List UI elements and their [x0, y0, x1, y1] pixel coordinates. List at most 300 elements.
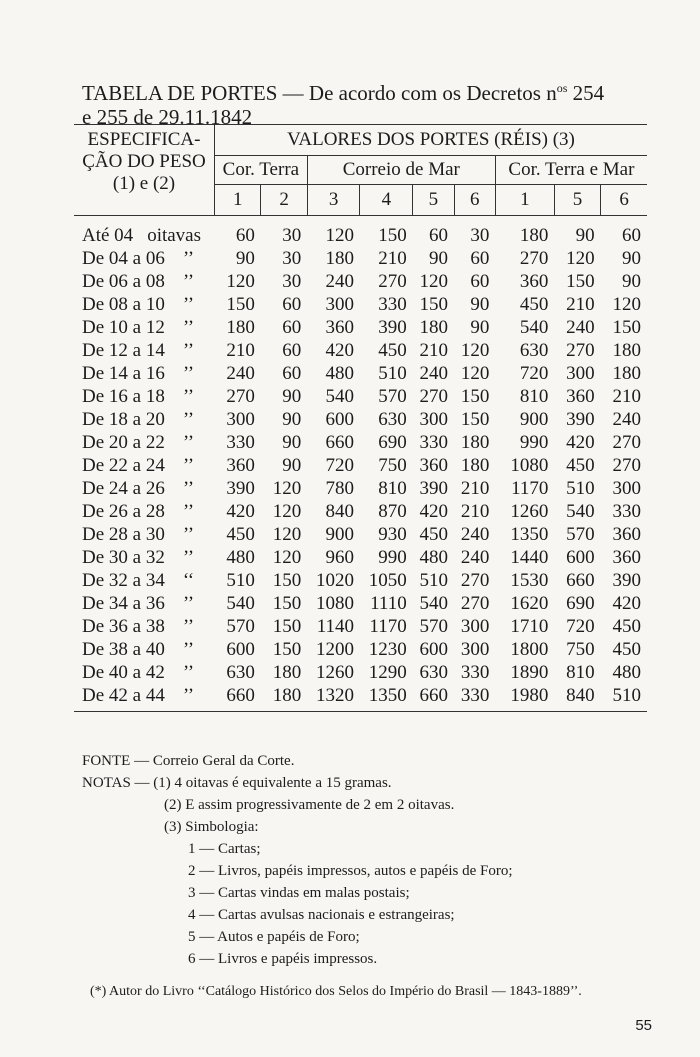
postage-value-cell: 240: [226, 363, 255, 384]
postage-value-cell: 810: [566, 662, 595, 683]
weight-range-label: De 34 a 36: [82, 593, 165, 614]
values-header: VALORES DOS PORTES (RÉIS) (3): [215, 125, 648, 156]
postage-value-cell: 540: [226, 593, 255, 614]
postage-value-cell: 300: [226, 409, 255, 430]
table-row: [74, 684, 647, 712]
postage-value-cell: 660: [566, 570, 595, 591]
weight-unit-label: ’’: [182, 271, 195, 292]
weight-range-label: De 32 a 34: [82, 570, 165, 591]
postage-value-cell: 1140: [316, 616, 354, 637]
postage-value-cell: 180: [460, 455, 490, 476]
postage-value-cell: 510: [566, 478, 595, 499]
table-body: [74, 216, 647, 712]
page-title: [82, 76, 652, 129]
table-row: [74, 362, 647, 385]
table-row: [74, 477, 647, 500]
postage-value-cell: 240: [612, 409, 641, 430]
postage-value-cell: 60: [282, 363, 302, 384]
weight-unit-label: ’’: [182, 248, 195, 269]
postage-value-cell: 450: [519, 294, 549, 315]
postage-value-cell: 360: [612, 524, 641, 545]
postage-value-cell: 1050: [368, 570, 407, 591]
title-line-2: e 255 de 29.11.1842: [82, 105, 253, 129]
postage-value-cell: 90: [282, 432, 302, 453]
postage-value-cell: 840: [325, 501, 354, 522]
weight-range-cell: [74, 339, 215, 362]
postage-value-cell: 90: [622, 271, 641, 292]
table-row: [74, 316, 647, 339]
table-row: [74, 523, 647, 546]
postage-value-cell: 60: [282, 317, 302, 338]
weight-range-label: De 18 a 20: [82, 409, 165, 430]
postage-value-cell: 90: [282, 455, 302, 476]
table-row: [74, 385, 647, 408]
weight-unit-label: ’’: [182, 409, 195, 430]
postage-value-cell: 540: [519, 317, 549, 338]
weight-range-cell: [74, 638, 215, 661]
table-row: [74, 408, 647, 431]
postage-value-cell: 570: [419, 616, 449, 637]
postage-value-cell: 300: [566, 363, 595, 384]
weight-unit-label: ’’: [182, 547, 195, 568]
weight-unit-label: ’’: [182, 386, 195, 407]
postage-value-cell: 1020: [315, 570, 354, 591]
postage-value-cell: 90: [470, 317, 490, 338]
column-header: 5: [554, 185, 600, 216]
simbologia-item: 6 — Livros e papéis impressos.: [188, 951, 378, 967]
weight-range-label: De 22 a 24: [82, 455, 165, 476]
postage-value-cell: 60: [470, 248, 490, 269]
weight-range-cell: [74, 385, 215, 408]
postage-value-cell: 120: [460, 340, 490, 361]
postage-value-cell: 270: [519, 248, 549, 269]
postage-value-cell: 720: [325, 455, 354, 476]
postage-value-cell: 330: [378, 294, 407, 315]
weight-range-cell: [74, 454, 215, 477]
postage-value-cell: 420: [566, 432, 595, 453]
title-line-1: [82, 76, 652, 105]
table-row: [74, 454, 647, 477]
postage-value-cell: 1170: [369, 616, 407, 637]
postage-value-cell: 330: [612, 501, 641, 522]
postage-value-cell: 660: [215, 684, 261, 712]
postage-value-cell: 180: [419, 317, 449, 338]
weight-range-cell: [74, 684, 215, 712]
postage-value-cell: 180: [325, 248, 354, 269]
postage-value-cell: 120: [325, 225, 354, 246]
table-row: [74, 270, 647, 293]
postage-value-cell: 180: [612, 340, 641, 361]
table-row: [74, 500, 647, 523]
column-header: 4: [360, 185, 413, 216]
table-row: [74, 661, 647, 684]
postage-value-cell: 240: [566, 317, 595, 338]
weight-range-label: Até 04: [82, 225, 134, 246]
postage-value-cell: 150: [419, 294, 449, 315]
postage-value-cell: 360: [226, 455, 255, 476]
simbologia-item: 3 — Cartas vindas em malas postais;: [188, 885, 410, 901]
postage-value-cell: 150: [272, 639, 302, 660]
weight-range-label: De 40 a 42: [82, 662, 165, 683]
table-row: [74, 592, 647, 615]
postage-value-cell: 60: [282, 294, 302, 315]
postage-value-cell: 1230: [368, 639, 407, 660]
postage-value-cell: 270: [419, 386, 449, 407]
weight-range-label: De 08 a 10: [82, 294, 165, 315]
postage-value-cell: 630: [419, 662, 449, 683]
postage-value-cell: 690: [378, 432, 407, 453]
weight-range-label: De 24 a 26: [82, 478, 165, 499]
postage-value-cell: 330: [460, 662, 490, 683]
weight-unit-label: ’’: [182, 455, 195, 476]
postage-value-cell: 600: [566, 547, 595, 568]
postage-value-cell: 150: [378, 225, 407, 246]
postage-value-cell: 1620: [510, 593, 549, 614]
column-header: 2: [261, 185, 307, 216]
simbologia-item: 1 — Cartas;: [188, 841, 261, 857]
postage-value-cell: 360: [612, 547, 641, 568]
weight-range-cell: [74, 431, 215, 454]
postage-value-cell: 300: [612, 478, 641, 499]
column-header: 3: [307, 185, 360, 216]
postage-value-cell: 90: [235, 248, 255, 269]
postage-value-cell: 120: [419, 271, 449, 292]
postage-value-cell: 510: [601, 684, 647, 712]
weight-unit-label: ’’: [182, 639, 195, 660]
postage-value-cell: 900: [519, 409, 549, 430]
weight-range-cell: [74, 592, 215, 615]
postage-value-cell: 720: [566, 616, 595, 637]
weight-range-label: De 14 a 16: [82, 363, 165, 384]
postage-value-cell: 990: [519, 432, 549, 453]
postage-value-cell: 1890: [510, 662, 549, 683]
postage-value-cell: 450: [419, 524, 449, 545]
weight-range-cell: [74, 523, 215, 546]
postage-value-cell: 300: [419, 409, 449, 430]
postage-value-cell: 30: [282, 271, 302, 292]
postage-value-cell: 870: [378, 501, 407, 522]
postage-value-cell: 210: [612, 386, 641, 407]
postage-value-cell: 270: [460, 570, 490, 591]
postage-value-cell: 570: [566, 524, 595, 545]
postage-value-cell: 1350: [510, 524, 549, 545]
postage-value-cell: 630: [226, 662, 255, 683]
postage-value-cell: 810: [378, 478, 407, 499]
weight-unit-label: ’’: [182, 501, 195, 522]
postage-value-cell: 150: [272, 570, 302, 591]
simbologia-item: 4 — Cartas avulsas nacionais e estrangeiras;: [188, 907, 455, 923]
weight-unit-label: ‘‘: [182, 570, 195, 591]
title-text-end: 254: [567, 81, 605, 105]
table-row: [74, 339, 647, 362]
weight-unit-label: ’’: [182, 432, 195, 453]
weight-range-label: De 16 a 18: [82, 386, 165, 407]
postage-value-cell: 1710: [510, 616, 549, 637]
weight-unit-label: ’’: [182, 685, 195, 706]
postage-value-cell: 150: [272, 616, 302, 637]
postage-value-cell: 270: [226, 386, 255, 407]
postage-value-cell: 270: [612, 455, 641, 476]
weight-unit-label: ’’: [182, 363, 195, 384]
postage-value-cell: 330: [226, 432, 255, 453]
postage-value-cell: 180: [519, 225, 549, 246]
postage-value-cell: 1080: [510, 455, 549, 476]
weight-range-label: De 42 a 44: [82, 685, 165, 706]
postage-value-cell: 810: [519, 386, 549, 407]
postage-value-cell: 150: [460, 409, 490, 430]
weight-unit-label: oitavas: [147, 225, 202, 246]
postage-value-cell: 570: [226, 616, 255, 637]
weight-range-cell: [74, 661, 215, 684]
postage-value-cell: 1110: [370, 593, 407, 614]
postage-value-cell: 90: [470, 294, 490, 315]
postage-value-cell: 300: [460, 616, 490, 637]
postage-value-cell: 1200: [315, 639, 354, 660]
postage-value-cell: 300: [325, 294, 354, 315]
postage-value-cell: 360: [566, 386, 595, 407]
postage-value-cell: 120: [272, 547, 302, 568]
postage-value-cell: 1530: [510, 570, 549, 591]
postage-value-cell: 1350: [360, 684, 413, 712]
weight-range-label: De 12 a 14: [82, 340, 165, 361]
column-header: 6: [454, 185, 495, 216]
spec-header-line: ÇÃO DO PESO: [82, 151, 206, 172]
postage-value-cell: 630: [378, 409, 407, 430]
column-header: 5: [413, 185, 454, 216]
postage-value-cell: 1170: [511, 478, 549, 499]
postage-value-cell: 60: [622, 225, 641, 246]
author-footnote: (*) Autor do Livro ‘‘Catálogo Histórico dos Selos do Império do Brasil — 1843-1889’’.: [90, 984, 582, 999]
postage-value-cell: 210: [566, 294, 595, 315]
postage-value-cell: 600: [419, 639, 449, 660]
postage-value-cell: 600: [226, 639, 255, 660]
weight-range-cell: [74, 362, 215, 385]
postage-value-cell: 150: [612, 317, 641, 338]
postage-value-cell: 1800: [510, 639, 549, 660]
postage-value-cell: 120: [460, 363, 490, 384]
title-text: TABELA DE PORTES — De acordo com os Decretos n: [82, 81, 557, 105]
weight-range-cell: [74, 546, 215, 569]
weight-range-cell: [74, 293, 215, 316]
weight-range-label: De 04 a 06: [82, 248, 165, 269]
postage-value-cell: 480: [226, 547, 255, 568]
group-header-correio-de-mar: Correio de Mar: [307, 156, 495, 185]
postage-value-cell: 180: [272, 662, 302, 683]
postage-value-cell: 60: [282, 340, 302, 361]
postage-value-cell: 90: [429, 248, 449, 269]
postage-value-cell: 780: [325, 478, 354, 499]
postage-value-cell: 330: [454, 684, 495, 712]
weight-range-cell: [74, 500, 215, 523]
postage-value-cell: 90: [575, 225, 595, 246]
table-row: [74, 431, 647, 454]
postage-value-cell: 390: [566, 409, 595, 430]
postage-value-cell: 660: [413, 684, 454, 712]
postage-value-cell: 420: [612, 593, 641, 614]
postage-value-cell: 1440: [510, 547, 549, 568]
postage-value-cell: 120: [612, 294, 641, 315]
weight-range-label: De 06 a 08: [82, 271, 165, 292]
postage-value-cell: 360: [519, 271, 549, 292]
postage-value-cell: 390: [378, 317, 407, 338]
postage-value-cell: 270: [566, 340, 595, 361]
postage-value-cell: 750: [566, 639, 595, 660]
postage-value-cell: 690: [566, 593, 595, 614]
notas-note-1: NOTAS — (1) 4 oitavas é equivalente a 15 gramas.: [82, 775, 392, 791]
postage-table: [74, 124, 647, 712]
postage-value-cell: 930: [378, 524, 407, 545]
postage-value-cell: 420: [226, 501, 255, 522]
postage-value-cell: 210: [378, 248, 407, 269]
postage-value-cell: 540: [419, 593, 449, 614]
postage-value-cell: 900: [325, 524, 354, 545]
postage-value-cell: 510: [419, 570, 449, 591]
postage-value-cell: 330: [419, 432, 449, 453]
postage-value-cell: 840: [554, 684, 600, 712]
postage-value-cell: 360: [419, 455, 449, 476]
postage-value-cell: 750: [378, 455, 407, 476]
postage-value-cell: 1260: [510, 501, 549, 522]
weight-unit-label: ’’: [182, 317, 195, 338]
postage-value-cell: 90: [282, 386, 302, 407]
postage-value-cell: 180: [612, 363, 641, 384]
table-row: [74, 615, 647, 638]
postage-value-cell: 60: [235, 225, 255, 246]
weight-unit-label: ’’: [182, 340, 195, 361]
table-row: [74, 546, 647, 569]
postage-value-cell: 630: [519, 340, 549, 361]
postage-value-cell: 120: [226, 271, 255, 292]
postage-value-cell: 150: [272, 593, 302, 614]
weight-unit-label: ’’: [182, 478, 195, 499]
postage-value-cell: 120: [272, 501, 302, 522]
postage-value-cell: 150: [460, 386, 490, 407]
page-number: 55: [635, 1017, 652, 1034]
postage-value-cell: 390: [419, 478, 449, 499]
postage-value-cell: 390: [226, 478, 255, 499]
simbologia-item: 5 — Autos e papéis de Foro;: [188, 929, 360, 945]
postage-value-cell: 480: [612, 662, 641, 683]
weight-range-label: De 38 a 40: [82, 639, 165, 660]
notas-note-2: (2) E assim progressivamente de 2 em 2 oitavas.: [164, 797, 455, 813]
postage-value-cell: 570: [378, 386, 407, 407]
postage-value-cell: 420: [419, 501, 449, 522]
postage-value-cell: 510: [378, 363, 407, 384]
postage-value-cell: 1260: [315, 662, 354, 683]
postage-value-cell: 60: [470, 271, 490, 292]
postage-value-cell: 480: [325, 363, 354, 384]
postage-value-cell: 540: [566, 501, 595, 522]
postage-value-cell: 30: [470, 225, 490, 246]
weight-unit-label: ’’: [182, 294, 195, 315]
weight-range-cell: [74, 615, 215, 638]
column-header: 6: [601, 185, 647, 216]
weight-range-label: De 36 a 38: [82, 616, 165, 637]
postage-value-cell: 90: [282, 409, 302, 430]
weight-range-label: De 28 a 30: [82, 524, 165, 545]
postage-value-cell: 450: [612, 639, 641, 660]
weight-range-label: De 10 a 12: [82, 317, 165, 338]
postage-value-cell: 180: [261, 684, 307, 712]
notes-section: [82, 750, 662, 970]
title-superscript: os: [556, 81, 568, 95]
table-row: [74, 638, 647, 661]
weight-unit-label: ’’: [182, 593, 195, 614]
postage-value-cell: 120: [272, 524, 302, 545]
postage-value-cell: 420: [325, 340, 354, 361]
group-header-cor-terra-e-mar: Cor. Terra e Mar: [495, 156, 647, 185]
postage-value-cell: 150: [566, 271, 595, 292]
postage-value-cell: 300: [460, 639, 490, 660]
postage-value-cell: 30: [282, 248, 302, 269]
postage-value-cell: 90: [622, 248, 641, 269]
postage-value-cell: 240: [419, 363, 449, 384]
postage-value-cell: 720: [519, 363, 549, 384]
weight-range-cell: [74, 216, 215, 248]
weight-range-cell: [74, 316, 215, 339]
postage-value-cell: 990: [378, 547, 407, 568]
postage-value-cell: 210: [460, 501, 490, 522]
postage-value-cell: 270: [460, 593, 490, 614]
postage-value-cell: 120: [272, 478, 302, 499]
postage-value-cell: 150: [226, 294, 255, 315]
postage-value-cell: 210: [226, 340, 255, 361]
postage-value-cell: 30: [282, 225, 302, 246]
postage-value-cell: 180: [226, 317, 255, 338]
postage-value-cell: 60: [429, 225, 449, 246]
spec-header: [74, 125, 215, 216]
weight-range-cell: [74, 270, 215, 293]
weight-range-label: De 20 a 22: [82, 432, 165, 453]
postage-value-cell: 480: [419, 547, 449, 568]
weight-range-label: De 26 a 28: [82, 501, 165, 522]
postage-value-cell: 180: [460, 432, 490, 453]
weight-range-label: De 30 a 32: [82, 547, 165, 568]
table-row: [74, 247, 647, 270]
postage-value-cell: 450: [226, 524, 255, 545]
postage-value-cell: 510: [226, 570, 255, 591]
postage-value-cell: 1290: [368, 662, 407, 683]
group-header-cor-terra: Cor. Terra: [215, 156, 308, 185]
postage-value-cell: 1320: [307, 684, 360, 712]
postage-value-cell: 1080: [315, 593, 354, 614]
postage-value-cell: 1980: [495, 684, 554, 712]
table-row: [74, 216, 647, 248]
postage-value-cell: 270: [612, 432, 641, 453]
postage-value-cell: 600: [325, 409, 354, 430]
weight-unit-label: ’’: [182, 616, 195, 637]
weight-unit-label: ’’: [182, 662, 195, 683]
postage-value-cell: 210: [419, 340, 449, 361]
table-row: [74, 293, 647, 316]
column-header: 1: [495, 185, 554, 216]
column-header: 1: [215, 185, 261, 216]
fonte-note: FONTE — Correio Geral da Corte.: [82, 753, 295, 769]
postage-value-cell: 240: [460, 524, 490, 545]
postage-value-cell: 450: [612, 616, 641, 637]
weight-range-cell: [74, 477, 215, 500]
weight-unit-label: ’’: [182, 524, 195, 545]
postage-value-cell: 960: [325, 547, 354, 568]
postage-value-cell: 540: [325, 386, 354, 407]
notas-note-3: (3) Simbologia:: [164, 819, 259, 835]
simbologia-item: 2 — Livros, papéis impressos, autos e papéis de Foro;: [188, 863, 513, 879]
postage-value-cell: 360: [325, 317, 354, 338]
postage-value-cell: 210: [460, 478, 490, 499]
weight-range-cell: [74, 247, 215, 270]
table-row: [74, 569, 647, 592]
weight-range-cell: [74, 569, 215, 592]
